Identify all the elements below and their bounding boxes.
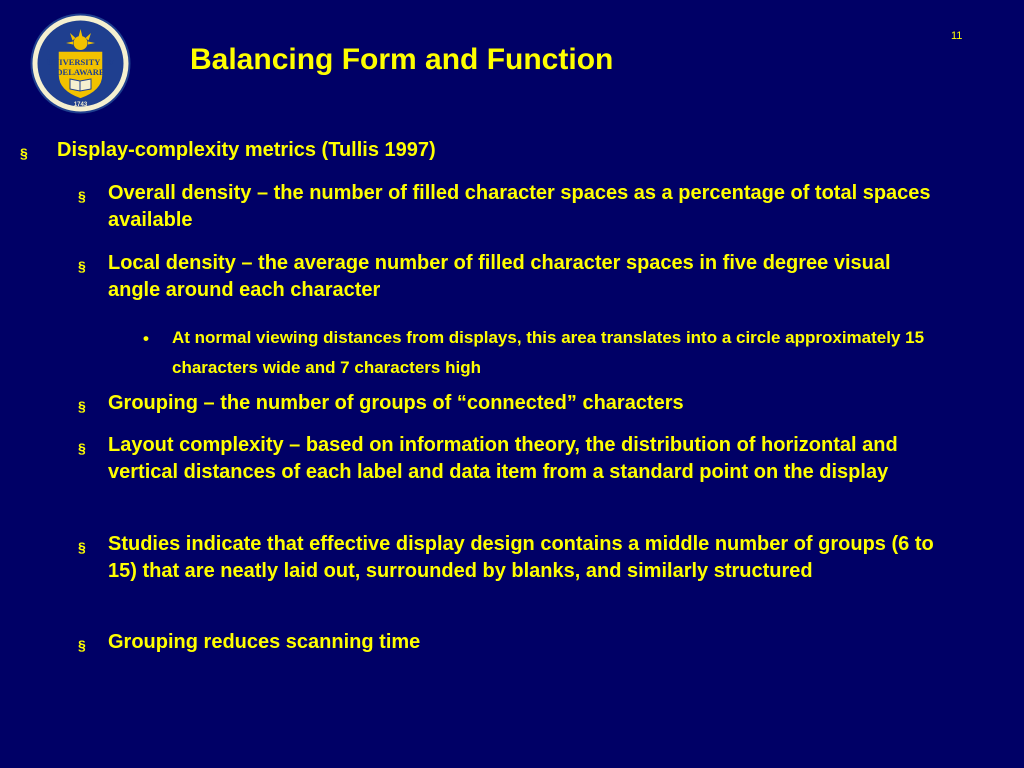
bullet-item bbox=[20, 137, 957, 164]
bullet-marker: § bbox=[20, 145, 28, 161]
bullet-marker: § bbox=[78, 440, 86, 456]
bullet-marker: § bbox=[78, 258, 86, 274]
bullet-marker: § bbox=[78, 539, 86, 555]
sub-bullet-item bbox=[78, 180, 938, 234]
sub-bullet-item bbox=[78, 250, 938, 304]
sub-bullet-item bbox=[78, 432, 938, 486]
bullet-marker: • bbox=[143, 329, 149, 348]
bullet-text: Overall density – the number of filled character spaces as a percentage of total spaces available bbox=[108, 182, 931, 231]
sub-bullet-item bbox=[78, 390, 938, 417]
bullet-text: Grouping reduces scanning time bbox=[108, 631, 421, 653]
bullet-marker: § bbox=[78, 398, 86, 414]
sub-bullet-item bbox=[78, 531, 938, 585]
sub-bullet-item bbox=[78, 629, 938, 656]
bullet-text: Display-complexity metrics (Tullis 1997) bbox=[57, 139, 436, 161]
bullet-marker: § bbox=[78, 637, 86, 653]
svg-text:DELAWARE: DELAWARE bbox=[56, 67, 105, 77]
university-of-delaware-logo bbox=[30, 13, 131, 114]
bullet-text: Studies indicate that effective display design contains a middle number of groups (6 to 15) that are neatly laid out, surrounded by blanks, and similarly structured bbox=[108, 533, 934, 582]
svg-text:1743: 1743 bbox=[73, 102, 88, 108]
sub-sub-bullet-item bbox=[143, 323, 932, 383]
bullet-marker: § bbox=[78, 188, 86, 204]
slide-title: Balancing Form and Function bbox=[190, 43, 614, 76]
bullet-text: Layout complexity – based on information theory, the distribution of horizontal and vertical distances of each label and data item from a standard point on the display bbox=[108, 434, 898, 483]
svg-text:UNIVERSITY OF: UNIVERSITY OF bbox=[47, 57, 114, 67]
slide-number: 11 bbox=[951, 30, 963, 42]
bullet-text: Local density – the average number of filled character spaces in five degree visual angle around each character bbox=[108, 252, 891, 301]
bullet-text: At normal viewing distances from displays, this area translates into a circle approximately 15 characters wide and 7 characters high bbox=[172, 328, 925, 377]
bullet-text: Grouping – the number of groups of “connected” characters bbox=[108, 392, 684, 414]
